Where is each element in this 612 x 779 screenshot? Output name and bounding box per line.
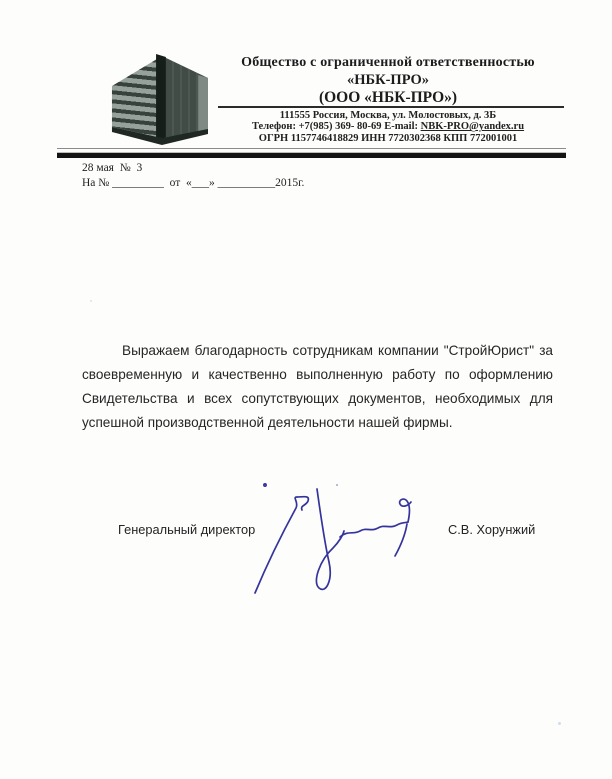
reference-block (82, 161, 304, 190)
email-label: E-mail: (384, 121, 419, 133)
incoming-number-line: На № _________ от «___» __________2015г. (82, 176, 305, 189)
thick-divider-rule (57, 152, 566, 158)
letterhead-titles (205, 54, 571, 106)
thin-divider-rule (57, 148, 566, 149)
org-type-line: Общество с ограниченной ответственностью (241, 55, 535, 70)
scan-speck (90, 300, 92, 302)
org-fullname-line: (ООО «НБК-ПРО») (318, 89, 458, 106)
email-address: NBK-PRO@yandex.ru (420, 121, 525, 133)
registration-line: ОГРН 1157746418829 ИНН 7720302368 КПП 772001001 (258, 132, 518, 144)
org-name-line: «НБК-ПРО» (346, 72, 430, 88)
address-line: 111555 Россия, Москва, ул. Молостовых, д. 3Б (279, 110, 497, 121)
phone-label: Телефон: (251, 121, 296, 133)
letter-body-paragraph: Выражаем благодарность сотрудникам компании "СтройЮрист" за своевременную и качественно выполненную работу по оформлению Свидетельства и всех сопутствующих документов, необходимых для успешной производственной деятельности нашей фирмы. (82, 343, 553, 430)
scan-speck (558, 722, 561, 725)
phone-number: +7(985) 369- 80-69 (298, 121, 382, 133)
signature-strokes (255, 484, 411, 593)
outgoing-number-line: 28 мая № 3 (82, 162, 143, 174)
phone-line (205, 121, 571, 132)
signatory-name: С.В. Хорунжий (448, 522, 536, 537)
scan-speck (336, 484, 338, 486)
handwritten-signature (240, 475, 420, 605)
contact-block (205, 110, 571, 144)
signatory-title: Генеральный директор (118, 522, 256, 537)
building-logo-icon (110, 50, 208, 150)
header-underline-rule (218, 106, 564, 108)
